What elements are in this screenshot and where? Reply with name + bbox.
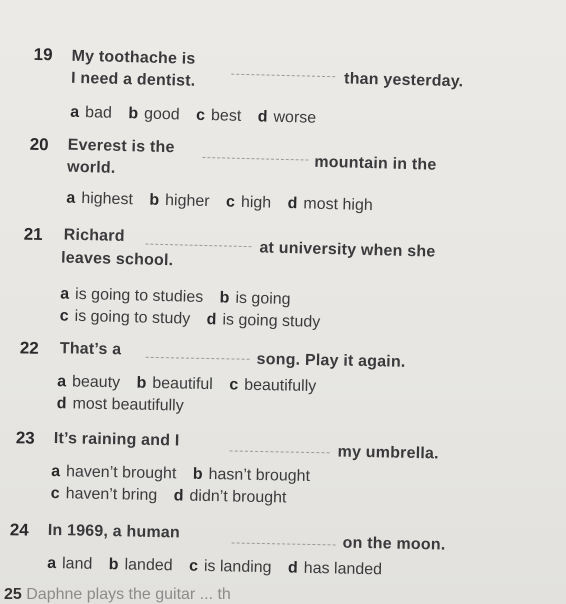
question-21 [0,222,566,331]
options-row [57,373,328,396]
question-stem-line2: world. [66,158,116,177]
option-a[interactable]: a haven’t brought [51,462,177,483]
question-22 [0,338,566,415]
answer-blank[interactable] [232,542,336,545]
option-b[interactable]: b good [128,105,180,124]
question-number: 20 [29,134,49,155]
answer-blank[interactable] [146,357,250,360]
question-stem-line2: I need a dentist. [70,69,196,90]
question-number: 21 [23,224,43,245]
option-d[interactable]: d most high [287,195,373,215]
option-a[interactable]: a beauty [57,373,121,392]
answer-blank[interactable] [230,450,330,453]
option-d[interactable]: d didn’t brought [173,487,287,507]
option-c[interactable]: c best [195,106,242,125]
question-stem-line2: leaves school. [60,249,174,270]
options-row [60,285,303,309]
question-20 [0,132,566,215]
question-23 [0,428,566,507]
question-stem-start: My toothache is [71,47,196,68]
question-number: 22 [19,338,39,358]
options-row [59,307,332,332]
option-c[interactable]: c beautifully [229,376,317,396]
question-number: 23 [15,428,35,448]
option-d[interactable]: d is going study [206,311,321,331]
option-a[interactable]: a land [47,554,93,573]
question-stem-end: my umbrella. [337,443,439,463]
question-stem-start: Everest is the [67,136,175,157]
question-stem-end: than yesterday. [343,70,464,91]
question-stem-start: Richard [63,226,125,246]
question-stem-end: on the moon. [342,534,446,554]
option-c[interactable]: c haven’t bring [50,484,158,505]
answer-blank[interactable] [145,244,251,248]
option-c[interactable]: c is going to study [59,307,191,328]
option-d[interactable]: d most beautifully [56,395,184,415]
question-stem-start: That’s a [59,340,122,359]
option-d[interactable]: d worse [257,108,317,127]
question-stem-end: at university when she [259,239,436,261]
question-stem-end: song. Play it again. [256,350,406,371]
options-row [51,485,299,508]
question-number: 19 [33,44,53,65]
option-c[interactable]: c is landing [188,557,272,577]
option-a[interactable]: a bad [70,103,113,122]
answer-blank[interactable] [231,74,335,78]
question-number: 25 [4,586,22,603]
options-row [70,104,328,128]
question-19 [0,40,566,127]
option-b[interactable]: b beautiful [136,374,213,394]
option-d[interactable]: d has landed [287,559,383,579]
option-a[interactable]: a is going to studies [60,285,204,306]
options-row [51,463,322,486]
options-row [57,395,196,416]
option-b[interactable]: b is going [219,289,291,309]
options-row [66,190,385,216]
answer-blank[interactable] [202,157,308,161]
question-stem-start: It’s raining and I [53,430,180,450]
question-stem-start: In 1969, a human [47,521,181,542]
option-b[interactable]: b hasn’t brought [192,465,311,485]
option-c[interactable]: c high [225,193,272,212]
options-row [47,555,394,580]
question-number: 24 [9,520,29,540]
question-25-cutoff [4,586,231,604]
option-b[interactable]: b landed [108,556,173,575]
option-b[interactable]: b higher [149,191,210,211]
question-stem-cutoff: Daphne plays the guitar ... th [26,586,231,603]
question-stem-end: mountain in the [314,153,437,174]
question-24 [0,520,566,579]
option-a[interactable]: a highest [66,189,134,209]
